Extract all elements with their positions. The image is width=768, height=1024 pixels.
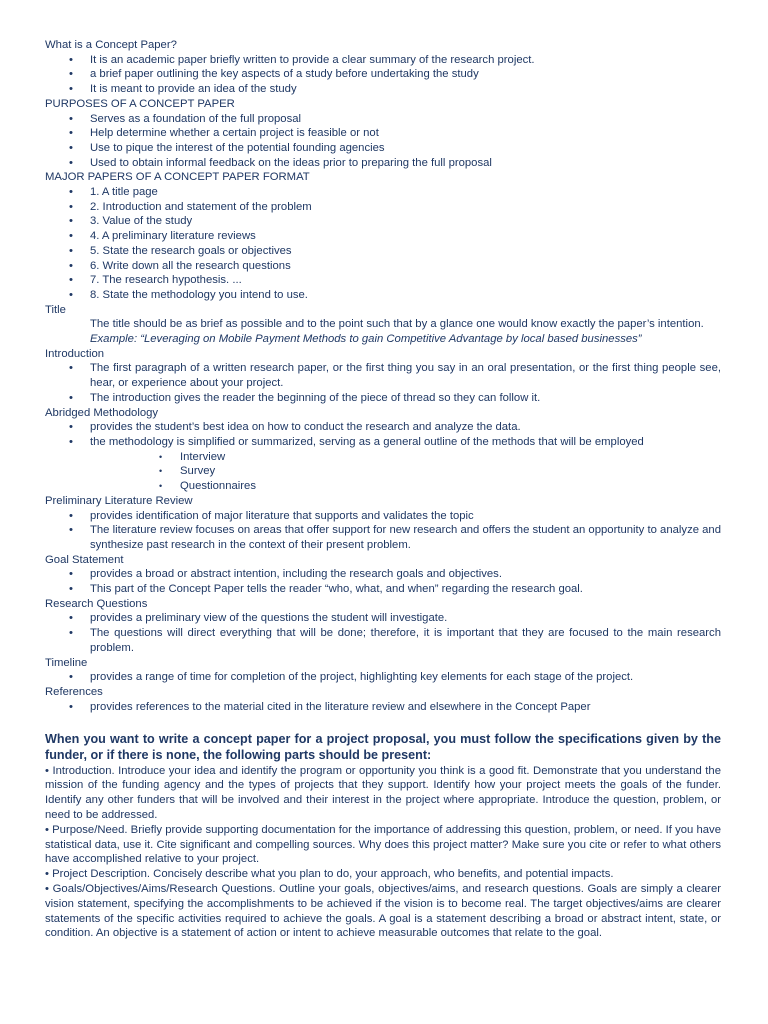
list-item: • 4. A preliminary literature reviews	[45, 229, 721, 244]
list-item: • Survey	[45, 464, 721, 479]
part-paragraph: • Project Description. Concisely describe what you plan to do, your approach, who benefits, and potential impacts.	[45, 868, 614, 881]
list-item: • The first paragraph of a written research paper, or the first thing you say in an oral presentation, or the first thing people see, hear, or experience about your project.	[45, 361, 721, 390]
lit-list	[45, 509, 721, 553]
lead-paragraph: When you want to write a concept paper for a project proposal, you must follow the specifications given by the funder, or if there is none, the following parts should be present:	[45, 732, 721, 762]
list-item: • Serves as a foundation of the full proposal	[45, 112, 721, 127]
goal-heading: Goal Statement	[45, 553, 124, 566]
list-item: • provides a range of time for completion of the project, highlighting key elements for each stage of the project.	[45, 670, 721, 685]
refs-list	[45, 700, 721, 715]
method-sublist	[45, 450, 721, 494]
what-heading: What is a Concept Paper?	[45, 39, 177, 51]
list-item: • The questions will direct everything that will be done; therefore, it is important that they are focused to the main research problem.	[45, 626, 721, 655]
list-item: • provides a preliminary view of the questions the student will investigate.	[45, 611, 721, 626]
list-item: • provides a broad or abstract intention, including the research goals and objectives.	[45, 567, 721, 582]
list-item: • This part of the Concept Paper tells the reader “who, what, and when” regarding the research goal.	[45, 582, 721, 597]
document-page	[45, 38, 721, 941]
what-list	[45, 53, 721, 97]
part-paragraph: • Introduction. Introduce your idea and identify the program or opportunity you think is a good fit. Demonstrate that you understand the mission of the funding agency and the types of projects that they support. Identify how your project meets the goals of the funder. Identify any other funders that will be involved and their interest in the project where appropriate. Introduce the question, problem, or need to be addressed.	[45, 764, 721, 821]
rq-list	[45, 611, 721, 655]
format-list	[45, 185, 721, 303]
list-item: • Interview	[45, 450, 721, 465]
purposes-heading: PURPOSES OF A CONCEPT PAPER	[45, 97, 235, 110]
list-item: • 5. State the research goals or objectives	[45, 244, 721, 259]
format-heading: MAJOR PAPERS OF A CONCEPT PAPER FORMAT	[45, 171, 310, 184]
list-item: • It is meant to provide an idea of the study	[45, 82, 721, 97]
goal-list	[45, 567, 721, 596]
title-example: Example: “Leveraging on Mobile Payment Methods to gain Competitive Advantage by local based businesses”	[90, 333, 642, 346]
timeline-list	[45, 670, 721, 685]
parts-section	[45, 764, 721, 942]
part-paragraph: • Purpose/Need. Briefly provide supporting documentation for the importance of addressing this question, problem, or need. If you have statistical data, use it. Cite significant and compelling sources. Why does this project matter? Make sure you cite or refer to what others have accomplished relative to your project.	[45, 823, 721, 866]
list-item: • Help determine whether a certain project is feasible or not	[45, 126, 721, 141]
list-item: • provides the student’s best idea on how to conduct the research and analyze the data.	[45, 420, 721, 435]
intro-list	[45, 361, 721, 405]
list-item: • provides references to the material cited in the literature review and elsewhere in the Concept Paper	[45, 700, 721, 715]
rq-heading: Research Questions	[45, 597, 148, 610]
method-list	[45, 420, 721, 449]
method-heading: Abridged Methodology	[45, 406, 159, 419]
list-item: • 7. The research hypothesis. ...	[45, 273, 721, 288]
list-item: • 6. Write down all the research questions	[45, 259, 721, 274]
purposes-list	[45, 112, 721, 171]
list-item: • a brief paper outlining the key aspects of a study before undertaking the study	[45, 67, 721, 82]
list-item: • The literature review focuses on areas that offer support for new research and offers the student an opportunity to analyze and synthesize past research in the context of their present problem.	[45, 523, 721, 552]
list-item: • It is an academic paper briefly written to provide a clear summary of the research project.	[45, 53, 721, 68]
list-item: • 2. Introduction and statement of the problem	[45, 200, 721, 215]
intro-heading: Introduction	[45, 347, 105, 360]
refs-heading: References	[45, 685, 103, 698]
list-item: • the methodology is simplified or summarized, serving as a general outline of the methods that will be employed	[45, 435, 721, 450]
list-item: • 8. State the methodology you intend to use.	[45, 288, 721, 303]
list-item: • provides identification of major literature that supports and validates the topic	[45, 509, 721, 524]
title-paragraph: The title should be as brief as possible and to the point such that by a glance one would know exactly the paper’s intention.	[90, 318, 704, 331]
title-heading: Title	[45, 303, 66, 316]
list-item: • 1. A title page	[45, 185, 721, 200]
list-item: • The introduction gives the reader the beginning of the piece of thread so they can follow it.	[45, 391, 721, 406]
list-item: • Questionnaires	[45, 479, 721, 494]
timeline-heading: Timeline	[45, 656, 88, 669]
list-item: • Use to pique the interest of the potential founding agencies	[45, 141, 721, 156]
list-item: • 3. Value of the study	[45, 214, 721, 229]
part-paragraph: • Goals/Objectives/Aims/Research Questions. Outline your goals, objectives/aims, and research questions. Goals are simply a clearer vision statement, specifying the accomplishments to be achieved if the vision is to become real. The target objectives/aims are clearer statements of the specific activities required to achieve the goals. A goal is a statement describing a broad or abstract intent, state, or condition. An objective is a statement of action or intent to achieve measurable outcomes that relate to the goal.	[45, 882, 721, 940]
lit-heading: Preliminary Literature Review	[45, 494, 193, 507]
list-item: • Used to obtain informal feedback on the ideas prior to preparing the full proposal	[45, 156, 721, 171]
